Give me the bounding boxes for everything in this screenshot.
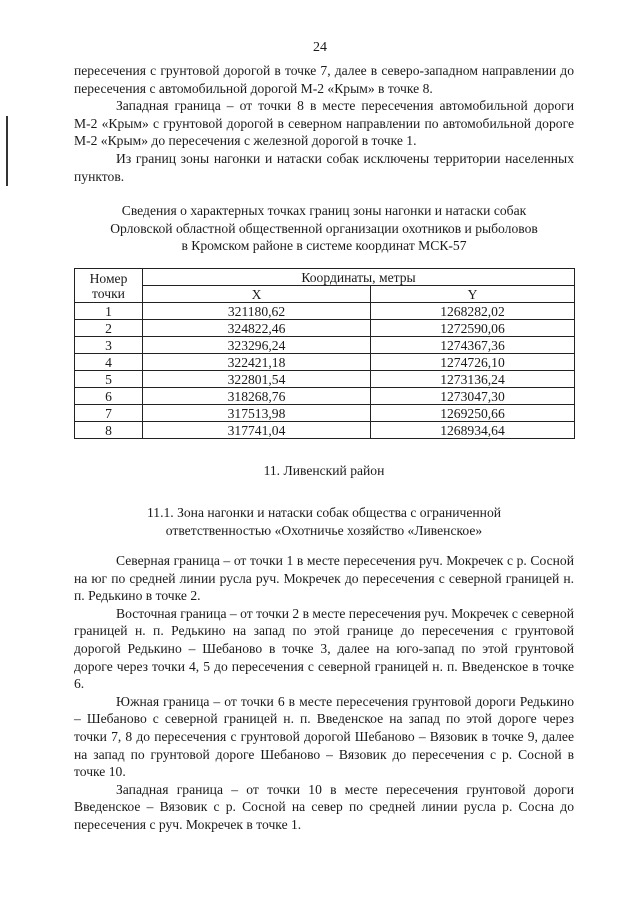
west-border-paragraph: Западная граница – от точки 10 в месте пересечения грунтовой дороги Введенское – Вязовик с р. Сосной на север по средней линии русла р. Сосна до пересечения с руч. Мокречек в точке 1. <box>74 781 574 832</box>
table-subheader-row <box>75 286 575 303</box>
cell-y: 1268934,64 <box>371 422 575 439</box>
cell-y: 1274367,36 <box>371 337 575 354</box>
cell-x: 322801,54 <box>143 371 371 388</box>
table-row <box>75 337 575 354</box>
table-caption-line-3: в Кромском районе в системе координат МСК-57 <box>181 238 467 254</box>
subsection-title-line-1: 11.1. Зона нагонки и натаски собак общества с ограниченной <box>146 505 502 520</box>
table-row <box>75 303 575 320</box>
header-y: Y <box>371 286 575 303</box>
south-border-paragraph: Южная граница – от точки 6 в месте пересечения грунтовой дороги Редькино – Шебаново с северной границей н. п. Введенское на запад по этой дороге через точки 7, 8 до пересечения с грунтовой дорогой Шебаново – Вязовик в точке 9, далее на запад по грунтовой дороге Шебаново – Вязовик до пересечения с р. Сосной в точке 10. <box>74 693 574 780</box>
cell-number: 5 <box>75 371 143 388</box>
cell-x: 317741,04 <box>143 422 371 439</box>
cell-y: 1268282,02 <box>371 303 575 320</box>
section-title: 11. Ливенский район <box>263 463 385 478</box>
east-border-paragraph: Восточная граница – от точки 2 в месте пересечения руч. Мокречек с северной границей н. п. Редькино на запад по этой границе до пересечения с грунтовой дорогой Редькино – Шебаново в точке 3, далее на юго-запад по этой грунтовой дороге через точки 4, 5 до пересечения с северной границей н. п. Введенское в точке 6. <box>74 605 574 692</box>
cell-y: 1269250,66 <box>371 405 575 422</box>
coordinates-table <box>74 268 575 439</box>
table-header-row <box>75 269 575 286</box>
cell-number: 2 <box>75 320 143 337</box>
header-number-line-1: Номер <box>89 270 128 286</box>
cell-y: 1272590,06 <box>371 320 575 337</box>
intro-paragraph-2: Западная граница – от точки 8 в месте пересечения автомобильной дороги М-2 «Крым» с грунтовой дорогой в северном направлении по автомобильной дороге М-2 «Крым» до пересечения с железной дорогой в точке 1. <box>74 98 574 149</box>
table-row <box>75 388 575 405</box>
table-caption-line-2: Орловской областной общественной организации охотников и рыболовов <box>110 220 538 236</box>
cell-number: 8 <box>75 422 143 439</box>
subsection-title <box>74 504 574 539</box>
margin-line <box>6 116 8 186</box>
table-row <box>75 320 575 337</box>
header-coordinates: Координаты, метры <box>143 269 575 286</box>
body-text <box>74 552 574 834</box>
cell-x: 322421,18 <box>143 354 371 371</box>
table-row <box>75 354 575 371</box>
cell-x: 324822,46 <box>143 320 371 337</box>
table-row <box>75 371 575 388</box>
north-border-paragraph: Северная граница – от точки 1 в месте пересечения руч. Мокречек с р. Сосной на юг по средней линии русла руч. Мокречек до пересечения с северной границей н. п. Редькино в точке 2. <box>74 553 574 604</box>
cell-x: 317513,98 <box>143 405 371 422</box>
subsection-title-line-2: ответственностью «Охотничье хозяйство «Ливенское» <box>165 522 483 538</box>
cell-number: 6 <box>75 388 143 405</box>
cell-number: 1 <box>75 303 143 320</box>
header-point-number <box>75 269 143 303</box>
table-row <box>75 405 575 422</box>
cell-x: 323296,24 <box>143 337 371 354</box>
header-number-line-2: точки <box>92 285 125 301</box>
page-number: 24 <box>313 40 327 55</box>
cell-y: 1273047,30 <box>371 388 575 405</box>
table-caption-line-1: Сведения о характерных точках границ зоны нагонки и натаски собак <box>121 203 527 218</box>
table-row <box>75 422 575 439</box>
cell-y: 1274726,10 <box>371 354 575 371</box>
cell-x: 321180,62 <box>143 303 371 320</box>
cell-number: 4 <box>75 354 143 371</box>
header-x: X <box>143 286 371 303</box>
cell-number: 3 <box>75 337 143 354</box>
intro-paragraph-3: Из границ зоны нагонки и натаски собак исключены территории населенных пунктов. <box>74 150 574 184</box>
cell-y: 1273136,24 <box>371 371 575 388</box>
table-caption <box>74 202 574 255</box>
cell-x: 318268,76 <box>143 388 371 405</box>
intro-paragraph-1: пересечения с грунтовой дорогой в точке 7, далее в северо-западном направлении до пересечения с автомобильной дорогой М-2 «Крым» в точке 8. <box>74 63 574 96</box>
intro-text <box>74 62 574 185</box>
cell-number: 7 <box>75 405 143 422</box>
